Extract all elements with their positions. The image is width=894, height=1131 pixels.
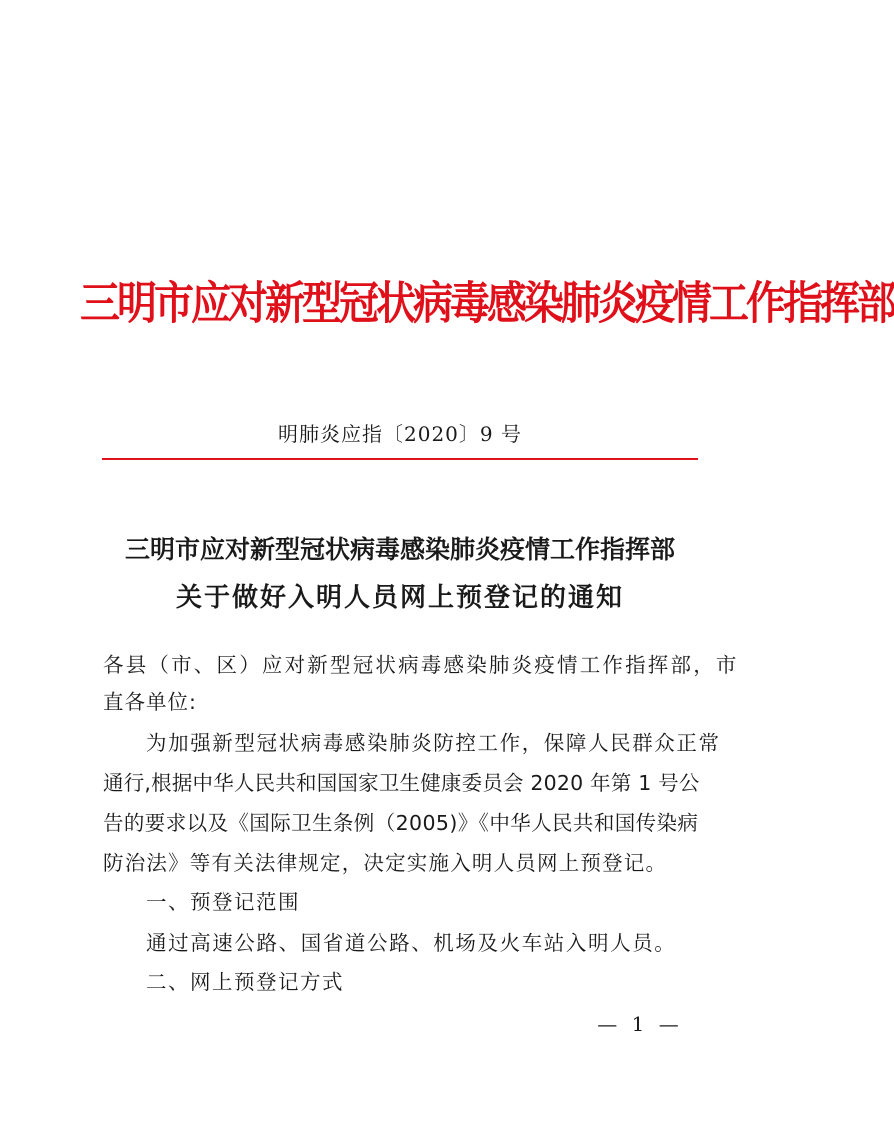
issuing-authority-header: 三明市应对新型冠状病毒感染肺炎疫情工作指挥部	[80, 276, 894, 330]
section-heading-2: 二、网上预登记方式	[146, 970, 344, 994]
page-number: — 1 —	[597, 1012, 683, 1036]
document-title-line-1: 三明市应对新型冠状病毒感染肺炎疫情工作指挥部	[124, 535, 675, 564]
body-paragraph-line: 通行,根据中华人民共和国国家卫生健康委员会 2020 年第 1 号公	[103, 771, 700, 795]
section-heading-1: 一、预登记范围	[146, 890, 300, 914]
document-number: 明肺炎应指〔2020〕9 号	[278, 422, 522, 446]
body-paragraph-line: 防治法》等有关法律规定，决定实施入明人员网上预登记。	[103, 851, 668, 875]
document-title-line-2: 关于做好入明人员网上预登记的通知	[175, 583, 624, 613]
body-paragraph-line: 为加强新型冠状病毒感染肺炎防控工作，保障人民群众正常	[146, 731, 721, 755]
red-separator-line	[102, 458, 698, 460]
section-1-text: 通过高速公路、国省道公路、机场及火车站入明人员。	[146, 931, 677, 955]
addressee-line-1: 各县（市、区）应对新型冠状病毒感染肺炎疫情工作指挥部，市	[103, 653, 739, 677]
addressee-line-2: 直各单位:	[103, 690, 197, 714]
body-paragraph-line: 告的要求以及《国际卫生条例（2005)》《中华人民共和国传染病	[103, 811, 699, 835]
